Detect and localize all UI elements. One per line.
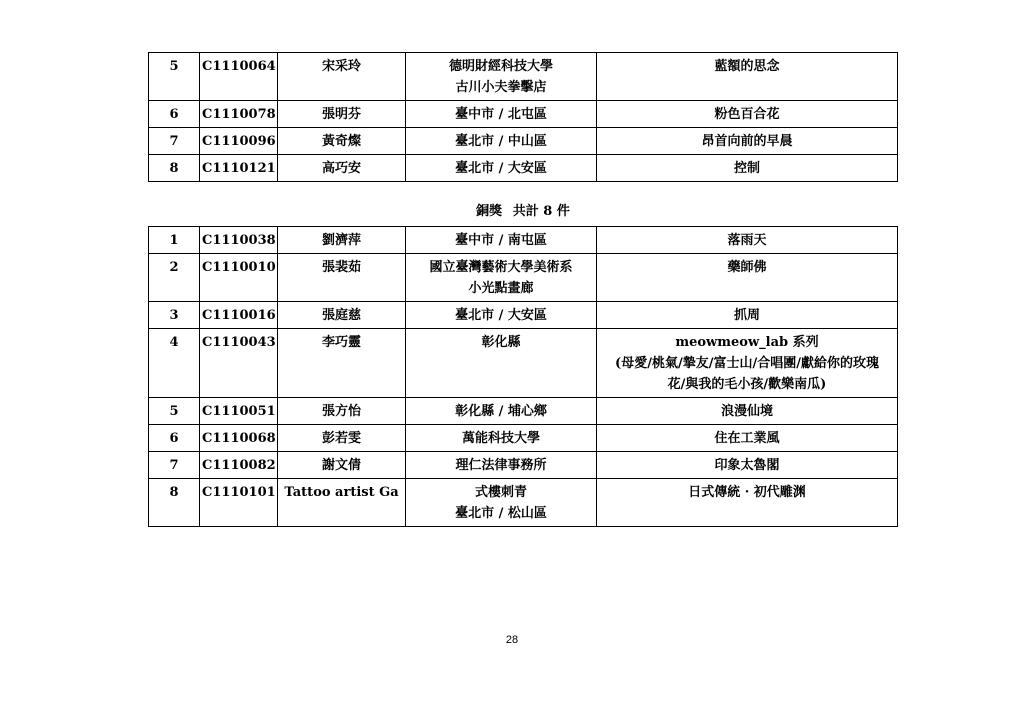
work-title-line: meowmeow_lab 系列: [675, 335, 819, 350]
award-table-top: [148, 52, 898, 182]
table-row: [149, 155, 898, 182]
location-line: 德明財經科技大學: [448, 59, 553, 74]
table-row: [149, 479, 898, 527]
artist-name-cell: 宋采玲: [278, 53, 406, 101]
entry-id-cell: C1110096: [200, 128, 278, 155]
rank-cell: 2: [149, 254, 200, 302]
table-row: [149, 329, 898, 398]
entry-id-cell: C1110051: [200, 398, 278, 425]
rank-cell: 6: [149, 425, 200, 452]
rank-cell: 5: [149, 53, 200, 101]
award-name: 銅獎: [476, 204, 503, 219]
work-title-cell: [597, 101, 898, 128]
entry-id-cell: C1110078: [200, 101, 278, 128]
entry-id-cell: C1110038: [200, 227, 278, 254]
entry-id-cell: C1110068: [200, 425, 278, 452]
location-line: 臺北市 / 大安區: [455, 308, 547, 323]
rank-cell: 7: [149, 128, 200, 155]
location-cell: [406, 227, 597, 254]
table-row: [149, 302, 898, 329]
rank-cell: 8: [149, 479, 200, 527]
work-title-line: (母愛/桃氣/摯友/富士山/合唱團/獻給你的玫瑰: [615, 356, 879, 371]
location-line: 萬能科技大學: [461, 431, 540, 446]
entry-id-cell: C1110082: [200, 452, 278, 479]
work-title-line: 藥師佛: [727, 260, 767, 275]
location-line: 古川小夫拳擊店: [455, 80, 547, 95]
location-cell: [406, 101, 597, 128]
rank-cell: 5: [149, 398, 200, 425]
location-line: 式樓刺青: [474, 485, 527, 500]
location-line: 彰化縣: [481, 335, 521, 350]
location-line: 國立臺灣藝術大學美術系: [429, 260, 573, 275]
artist-name-cell: 李巧靈: [278, 329, 406, 398]
location-line: 理仁法律事務所: [455, 458, 547, 473]
rank-cell: 1: [149, 227, 200, 254]
location-cell: [406, 53, 597, 101]
table-row: [149, 101, 898, 128]
location-line: 臺北市 / 大安區: [455, 161, 547, 176]
artist-name-cell: 張明芬: [278, 101, 406, 128]
location-line: 小光點畫廊: [468, 281, 534, 296]
entry-id-cell: C1110101: [200, 479, 278, 527]
entry-id-cell: C1110121: [200, 155, 278, 182]
table-row: [149, 53, 898, 101]
entry-id-cell: C1110010: [200, 254, 278, 302]
work-title-line: 藍額的思念: [714, 59, 780, 74]
table-row: [149, 128, 898, 155]
work-title-line: 花/與我的毛小孩/歡樂南瓜): [667, 377, 827, 392]
rank-cell: 3: [149, 302, 200, 329]
award-table-bronze: [148, 226, 898, 527]
artist-name-cell: 謝文倩: [278, 452, 406, 479]
work-title-cell: [597, 53, 898, 101]
artist-name-cell: 張方怡: [278, 398, 406, 425]
award-table-bronze-body: [149, 227, 898, 527]
work-title-line: 住在工業風: [714, 431, 780, 446]
work-title-cell: [597, 425, 898, 452]
work-title-cell: [597, 479, 898, 527]
award-count: 共計 8 件: [512, 204, 570, 219]
location-line: 臺北市 / 中山區: [455, 134, 547, 149]
table-row: [149, 227, 898, 254]
work-title-cell: [597, 302, 898, 329]
table-row: [149, 254, 898, 302]
work-title-cell: [597, 128, 898, 155]
location-line: 臺北市 / 松山區: [455, 506, 547, 521]
work-title-line: 浪漫仙境: [720, 404, 773, 419]
location-cell: [406, 254, 597, 302]
work-title-line: 昂首向前的早晨: [701, 134, 793, 149]
section-heading-bronze: [148, 203, 898, 221]
table-row: [149, 425, 898, 452]
work-title-cell: [597, 155, 898, 182]
location-cell: [406, 128, 597, 155]
work-title-line: 控制: [733, 161, 760, 176]
work-title-line: 日式傳統 · 初代雕渊: [688, 485, 806, 500]
rank-cell: 6: [149, 101, 200, 128]
work-title-line: 印象太魯閣: [714, 458, 780, 473]
location-cell: [406, 452, 597, 479]
work-title-line: 粉色百合花: [714, 107, 780, 122]
work-title-cell: [597, 254, 898, 302]
work-title-line: 抓周: [733, 308, 760, 323]
location-cell: [406, 398, 597, 425]
award-table-top-body: [149, 53, 898, 182]
work-title-cell: [597, 227, 898, 254]
work-title-cell: [597, 398, 898, 425]
location-cell: [406, 302, 597, 329]
table-row: [149, 398, 898, 425]
artist-name-cell: 張裴茹: [278, 254, 406, 302]
location-line: 彰化縣 / 埔心鄉: [455, 404, 547, 419]
artist-name-cell: 高巧安: [278, 155, 406, 182]
artist-name-cell: 彭若雯: [278, 425, 406, 452]
location-cell: [406, 329, 597, 398]
work-title-cell: [597, 452, 898, 479]
entry-id-cell: C1110016: [200, 302, 278, 329]
location-cell: [406, 425, 597, 452]
entry-id-cell: C1110064: [200, 53, 278, 101]
artist-name-cell: Tattoo artist Ga: [278, 479, 406, 527]
rank-cell: 4: [149, 329, 200, 398]
page-number: 28: [505, 634, 519, 646]
artist-name-cell: 黃奇燦: [278, 128, 406, 155]
entry-id-cell: C1110043: [200, 329, 278, 398]
work-title-cell: [597, 329, 898, 398]
location-cell: [406, 155, 597, 182]
location-cell: [406, 479, 597, 527]
artist-name-cell: 劉濟萍: [278, 227, 406, 254]
location-line: 臺中市 / 北屯區: [455, 107, 547, 122]
artist-name-cell: 張庭慈: [278, 302, 406, 329]
work-title-line: 落雨天: [727, 233, 767, 248]
location-line: 臺中市 / 南屯區: [455, 233, 547, 248]
table-row: [149, 452, 898, 479]
rank-cell: 7: [149, 452, 200, 479]
rank-cell: 8: [149, 155, 200, 182]
